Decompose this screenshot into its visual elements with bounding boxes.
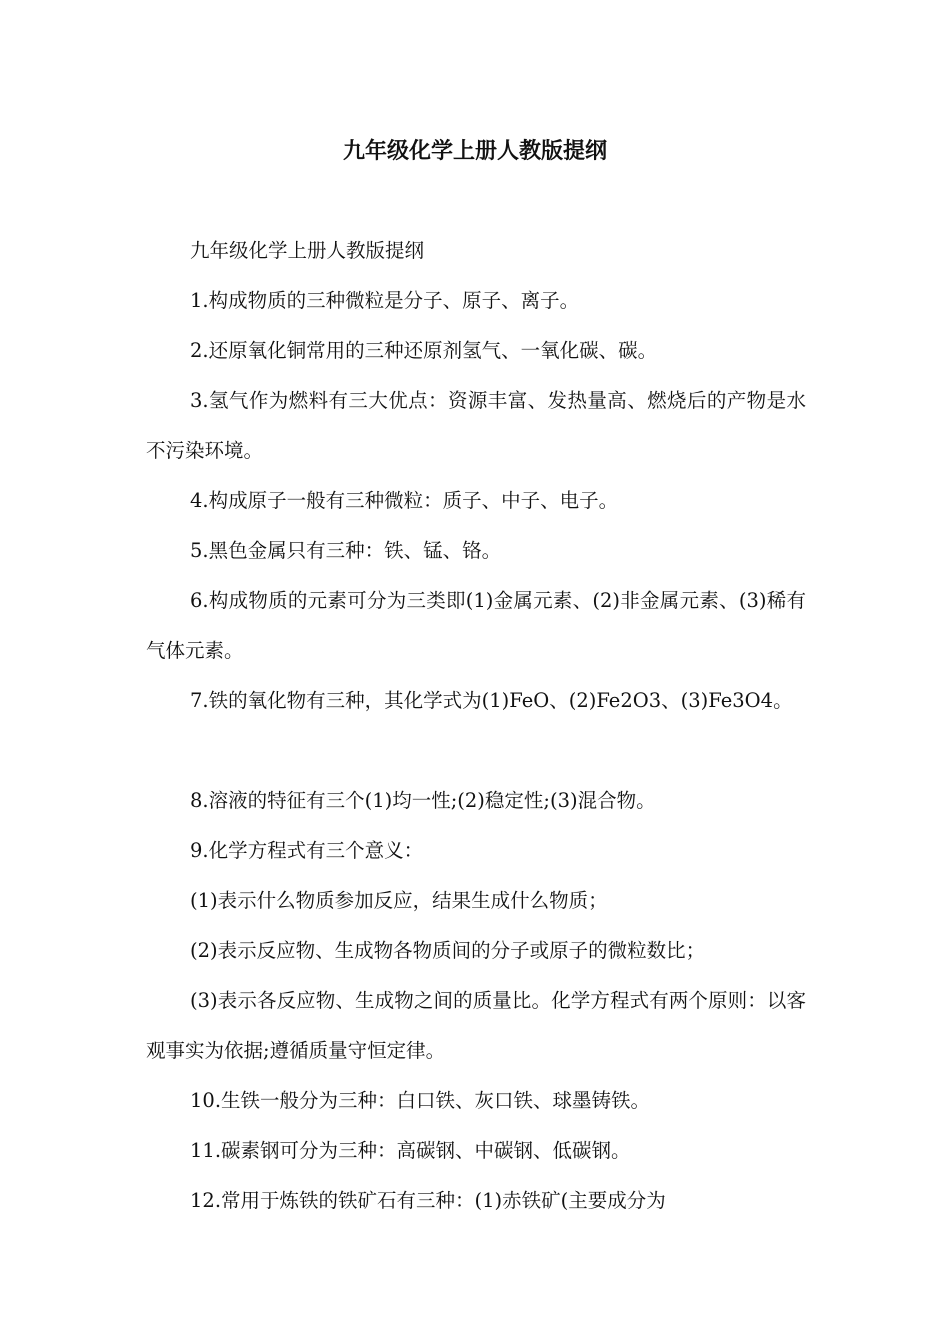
paragraph-item-9-3: (3)表示各反应物、生成物之间的质量比。化学方程式有两个原则：以客观事实为依据;遵循质量守恒定律。: [146, 989, 806, 1062]
document-title: 九年级化学上册人教版提纲: [342, 139, 607, 164]
paragraph-item-10: 10.生铁一般分为三种：白口铁、灰口铁、球墨铸铁。: [190, 1089, 651, 1112]
paragraph-item-2: 2.还原氧化铜常用的三种还原剂氢气、一氧化碳、碳。: [190, 339, 658, 362]
paragraph-item-9-2: (2)表示反应物、生成物各物质间的分子或原子的微粒数比；: [190, 939, 706, 962]
paragraph-heading: 九年级化学上册人教版提纲: [190, 239, 425, 262]
paragraph-item-6: 6.构成物质的元素可分为三类即(1)金属元素、(2)非金属元素、(3)稀有气体元素。: [146, 589, 806, 662]
paragraph-item-4: 4.构成原子一般有三种微粒：质子、中子、电子。: [190, 489, 619, 512]
paragraph-item-1: 1.构成物质的三种微粒是分子、原子、离子。: [190, 289, 580, 312]
paragraph-item-11: 11.碳素钢可分为三种：高碳钢、中碳钢、低碳钢。: [190, 1139, 631, 1162]
paragraph-item-5: 5.黑色金属只有三种：铁、锰、铬。: [190, 539, 502, 562]
paragraph-item-7: 7.铁的氧化物有三种，其化学式为(1)FeO、(2)Fe2O3、(3)Fe3O4。: [190, 689, 793, 712]
paragraph-item-12: 12.常用于炼铁的铁矿石有三种：(1)赤铁矿(主要成分为: [190, 1189, 666, 1212]
paragraph-item-8: 8.溶液的特征有三个(1)均一性;(2)稳定性;(3)混合物。: [190, 789, 656, 812]
paragraph-item-3: 3.氢气作为燃料有三大优点：资源丰富、发热量高、燃烧后的产物是水不污染环境。: [146, 389, 806, 462]
paragraph-item-9: 9.化学方程式有三个意义：: [190, 839, 424, 862]
paragraph-item-9-1: (1)表示什么物质参加反应，结果生成什么物质；: [190, 889, 608, 912]
